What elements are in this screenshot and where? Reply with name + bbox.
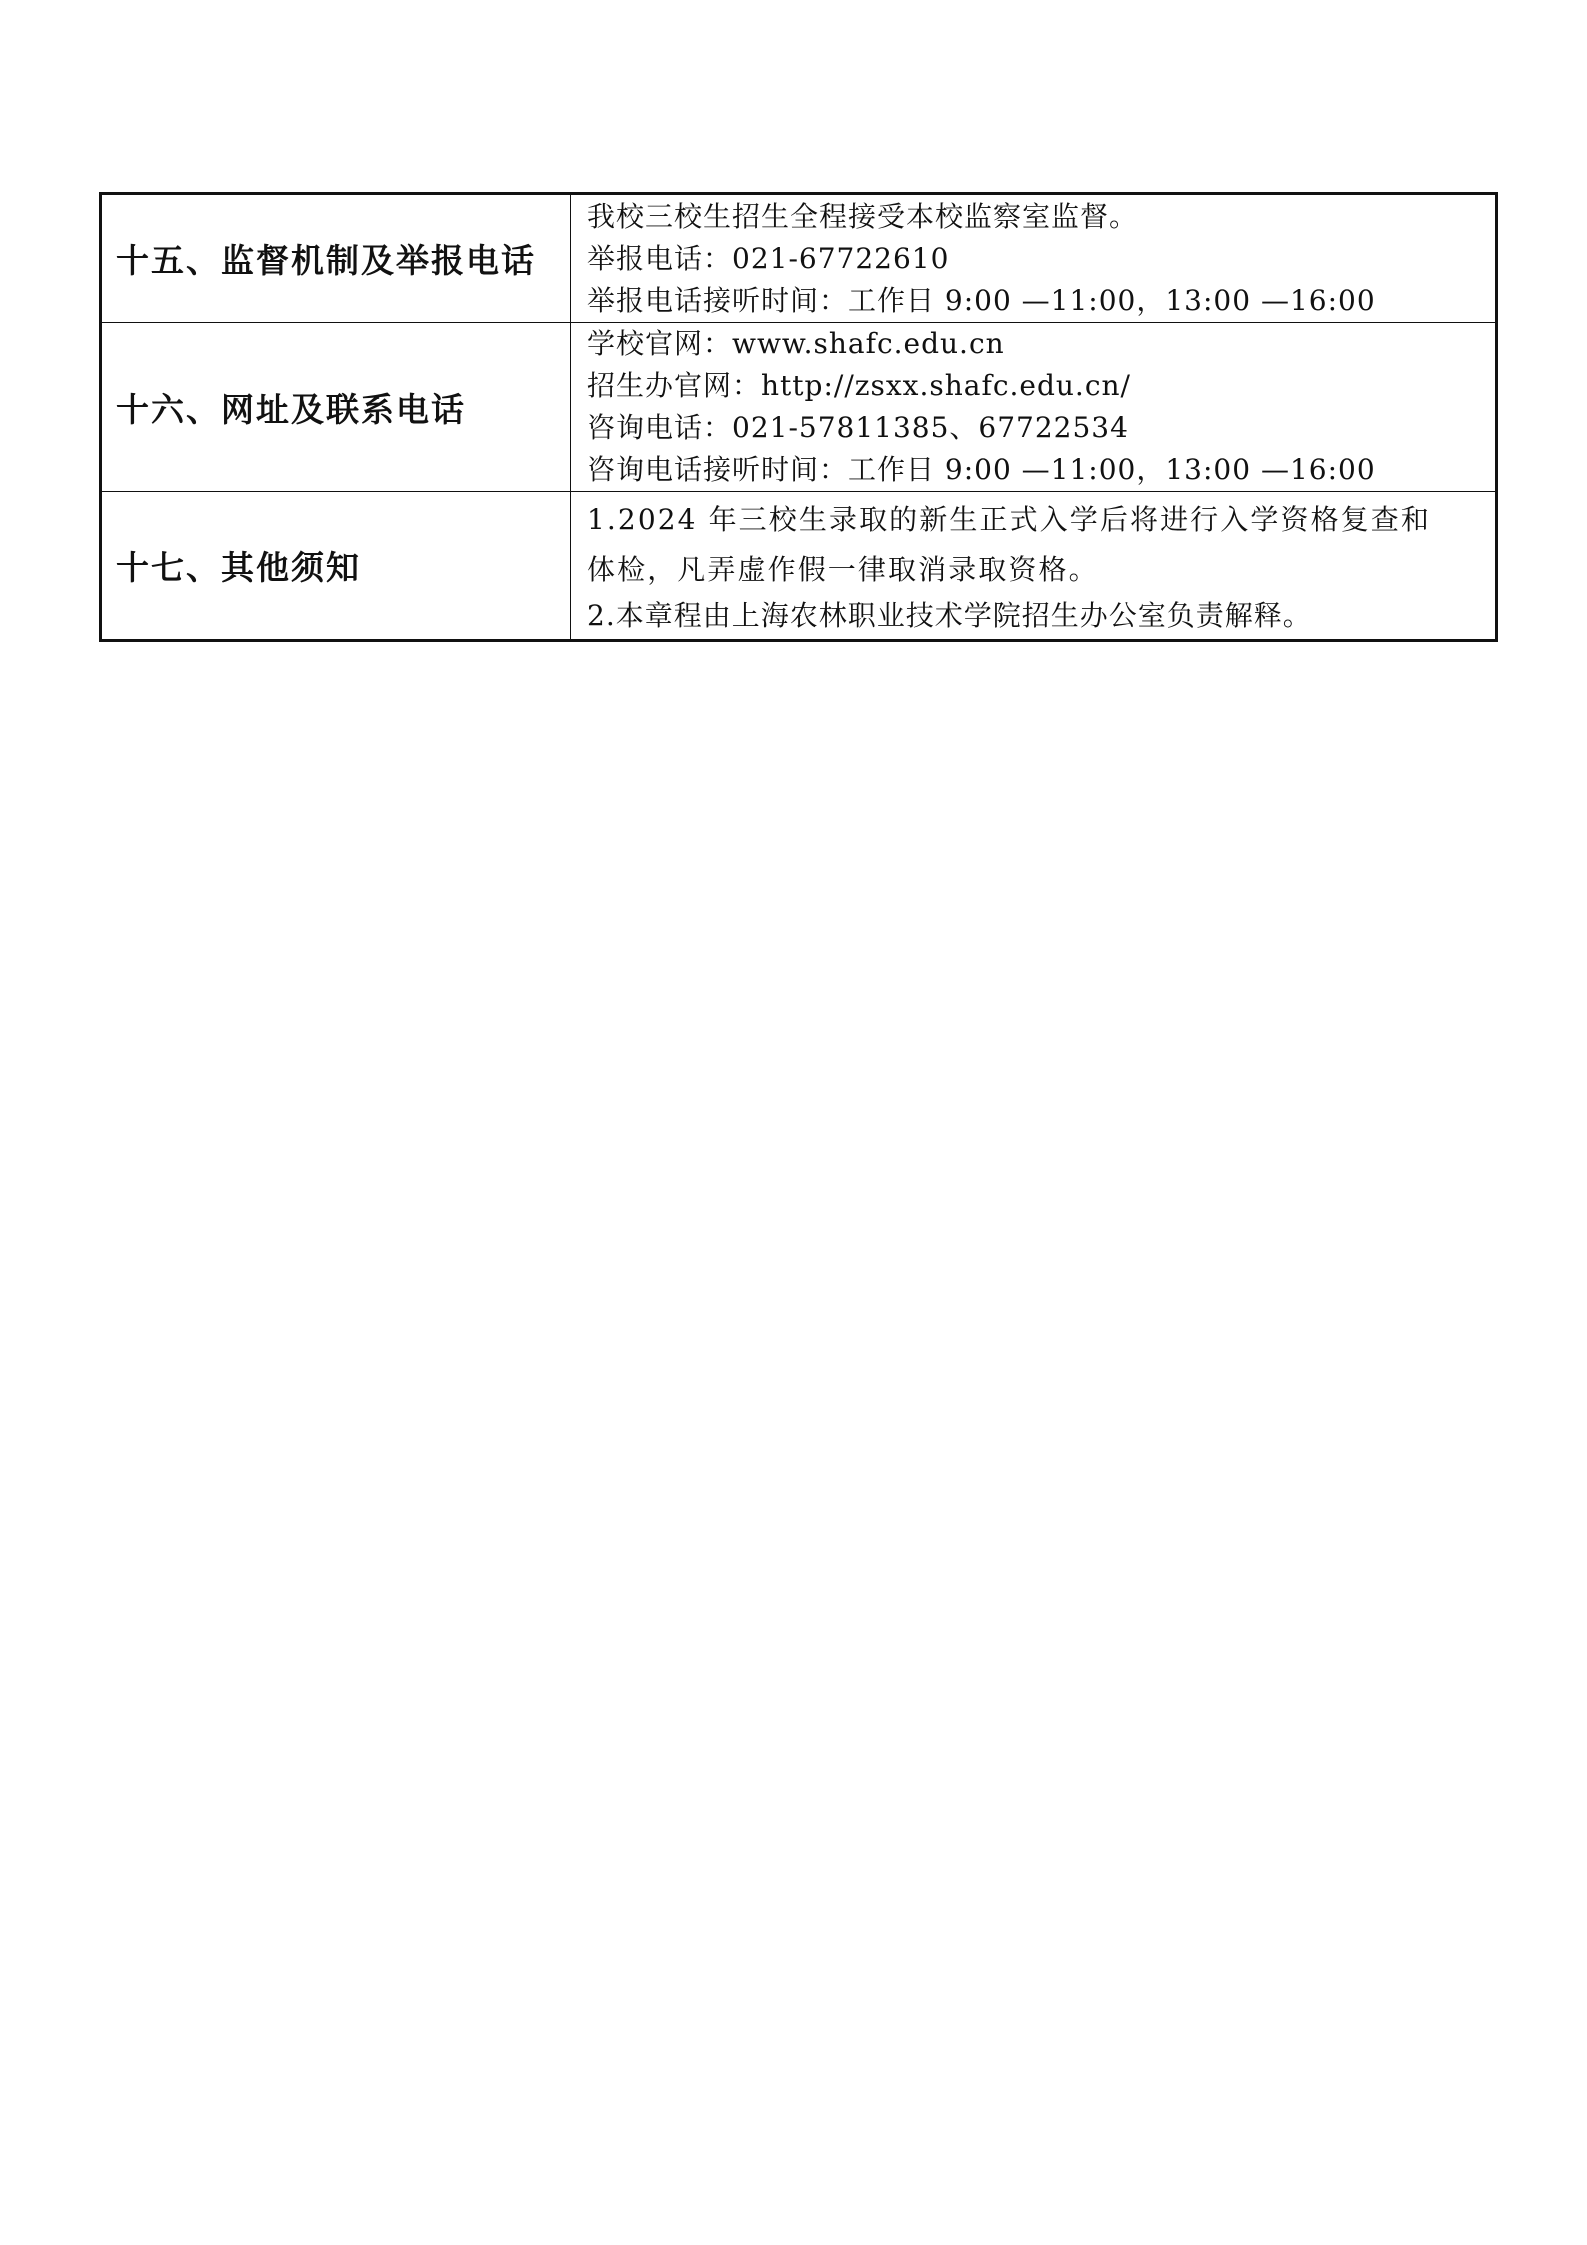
section-heading-notes: 十七、其他须知 [101, 492, 571, 641]
section-body-contact [571, 323, 1497, 492]
table-row-supervision [101, 194, 1497, 323]
table-row-contact [101, 323, 1497, 492]
supervision-statement: 我校三校生招生全程接受本校监察室监督。 [587, 199, 1139, 233]
section-body-notes [571, 492, 1497, 641]
info-table [99, 192, 1498, 642]
admissions-website[interactable]: 招生办官网：http://zsxx.shafc.edu.cn/ [587, 369, 1131, 402]
table-row-notes [101, 492, 1497, 641]
note-1-line-1: 1.2024 年三校生录取的新生正式入学后将进行入学资格复查和 [587, 502, 1431, 536]
note-2: 2.本章程由上海农林职业技术学院招生办公室负责解释。 [587, 598, 1312, 632]
section-heading-contact: 十六、网址及联系电话 [101, 323, 571, 492]
report-phone: 举报电话：021-67722610 [587, 241, 950, 275]
report-phone-hours: 举报电话接听时间：工作日 9:00 —11:00，13:00 —16:00 [587, 283, 1376, 317]
inquiry-phone-hours: 咨询电话接听时间：工作日 9:00 —11:00，13:00 —16:00 [587, 453, 1376, 486]
section-body-supervision [571, 194, 1497, 323]
note-1-line-2: 体检，凡弄虚作假一律取消录取资格。 [587, 552, 1099, 586]
school-website[interactable]: 学校官网：www.shafc.edu.cn [587, 327, 1005, 360]
inquiry-phone: 咨询电话：021-57811385、67722534 [587, 411, 1129, 444]
section-heading-supervision: 十五、监督机制及举报电话 [101, 194, 571, 323]
